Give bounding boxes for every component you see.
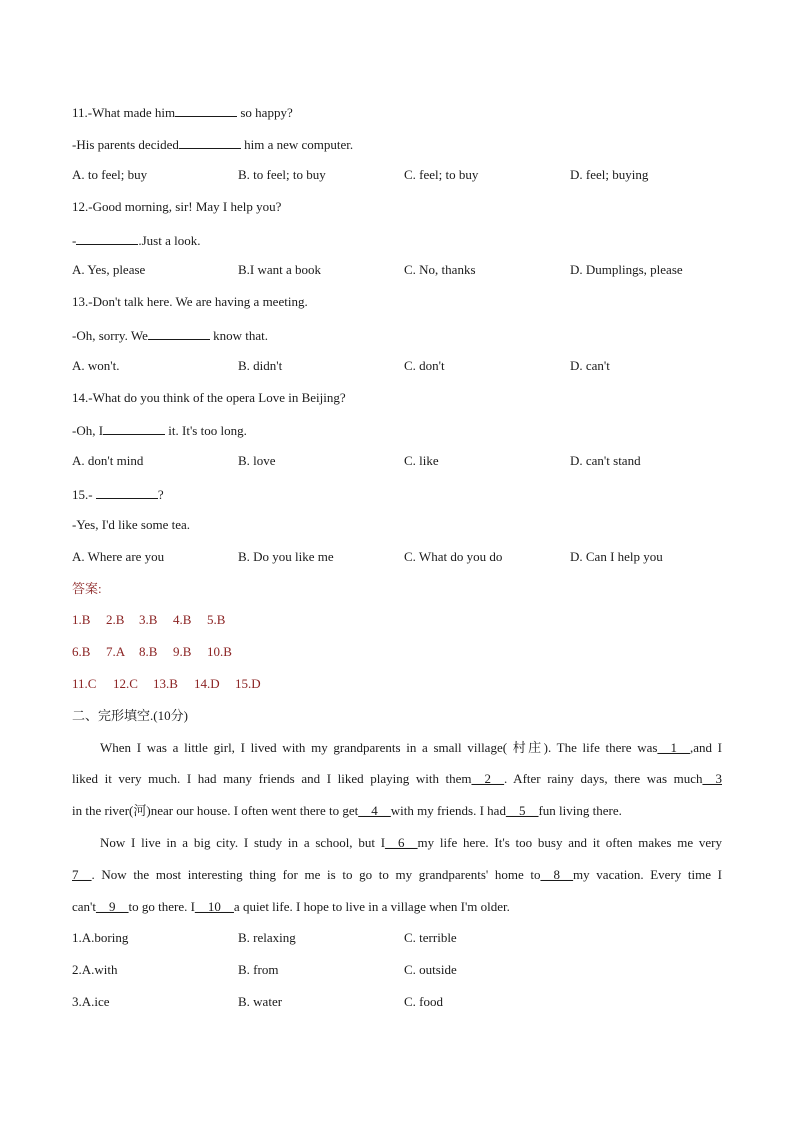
blank[interactable] xyxy=(175,103,237,117)
q15-text: 15.- xyxy=(72,487,96,502)
q14-reply: -Oh, I xyxy=(72,423,104,438)
q11-option-a[interactable]: A. to feel; buy xyxy=(72,167,148,182)
q13-reply: -Oh, sorry. We xyxy=(72,328,148,343)
answer-item: 1.B xyxy=(72,612,91,627)
blank-10[interactable]: __10__ xyxy=(194,899,234,914)
q11-option-d[interactable]: D. feel; buying xyxy=(570,167,649,182)
answer-item: 10.B xyxy=(207,644,232,659)
q13-option-c[interactable]: C. don't xyxy=(404,358,445,373)
text: my vacation. Every time I xyxy=(573,867,723,882)
q15-option-a[interactable]: A. Where are you xyxy=(72,549,165,564)
answer-item: 5.B xyxy=(207,612,226,627)
q13-option-b[interactable]: B. didn't xyxy=(238,358,283,373)
answers-label: 答案: xyxy=(72,581,102,596)
answer-item: 2.B xyxy=(106,612,125,627)
cloze-option[interactable]: 2.A.with xyxy=(72,962,118,977)
q12-reply-end: .Just a look. xyxy=(138,233,201,248)
q13-reply-end: know that. xyxy=(209,328,268,343)
cloze-option[interactable]: C. food xyxy=(404,994,443,1009)
cloze-option[interactable]: B. from xyxy=(238,962,279,977)
cloze-p1-line1 xyxy=(72,740,722,756)
blank[interactable] xyxy=(96,485,158,499)
cloze-p2-line1 xyxy=(72,835,722,851)
text: can't xyxy=(72,899,96,914)
q11-text-end: so happy? xyxy=(237,105,293,120)
blank[interactable] xyxy=(103,421,165,435)
q13-option-a[interactable]: A. won't. xyxy=(72,358,120,373)
answer-item: 6.B xyxy=(72,644,91,659)
text: . After rainy days, there was much xyxy=(504,771,703,786)
answer-item: 15.D xyxy=(235,676,261,691)
text: Now I live in a big city. I study in a school, but I xyxy=(100,835,386,850)
text: my life here. It's too busy and it often makes me very xyxy=(417,835,722,850)
blank-7[interactable]: 7__ xyxy=(72,867,92,882)
q12-option-b[interactable]: B.I want a book xyxy=(238,262,322,277)
blank-5[interactable]: __5__ xyxy=(505,803,539,818)
q11-line1 xyxy=(72,103,293,121)
q11-reply-end: him a new computer. xyxy=(240,137,354,152)
cloze-p1-line3 xyxy=(72,803,722,819)
q12-text: 12.-Good morning, sir! May I help you? xyxy=(72,199,282,214)
q15-reply: -Yes, I'd like some tea. xyxy=(72,517,191,532)
text: in the river(河)near our house. I often went there to get xyxy=(72,803,359,818)
cloze-p2-line3 xyxy=(72,899,722,915)
q14-reply-end: it. It's too long. xyxy=(165,423,247,438)
cloze-option[interactable]: B. relaxing xyxy=(238,930,296,945)
blank[interactable] xyxy=(179,135,241,149)
answer-item: 13.B xyxy=(153,676,178,691)
q13-text: 13.-Don't talk here. We are having a meeting. xyxy=(72,294,308,309)
q11-text: 11.-What made him xyxy=(72,105,176,120)
q15-text-end: ? xyxy=(157,487,164,502)
q15-option-b[interactable]: B. Do you like me xyxy=(238,549,334,564)
answer-item: 8.B xyxy=(139,644,158,659)
answer-item: 14.D xyxy=(194,676,220,691)
blank[interactable] xyxy=(76,231,138,245)
blank-2[interactable]: __2__ xyxy=(471,771,505,786)
cloze-option[interactable]: 3.A.ice xyxy=(72,994,110,1009)
q11-option-c[interactable]: C. feel; to buy xyxy=(404,167,479,182)
q14-option-b[interactable]: B. love xyxy=(238,453,276,468)
q14-line2 xyxy=(72,421,247,439)
text: a quiet life. I hope to live in a village when I'm older. xyxy=(233,899,510,914)
blank-1[interactable]: __1__ xyxy=(657,740,690,755)
q14-line1 xyxy=(72,390,346,406)
q11-line2 xyxy=(72,135,353,153)
cloze-option[interactable]: B. water xyxy=(238,994,283,1009)
q13-option-d[interactable]: D. can't xyxy=(570,358,610,373)
q12-option-a[interactable]: A. Yes, please xyxy=(72,262,146,277)
text: ,and I xyxy=(689,740,722,755)
q13-line1 xyxy=(72,294,308,310)
q14-option-a[interactable]: A. don't mind xyxy=(72,453,144,468)
q13-line2 xyxy=(72,326,268,344)
text: with my friends. I had xyxy=(390,803,506,818)
text: When I was a little girl, I lived with my grandparents in a small village( 村庄). The life there was xyxy=(100,740,658,755)
text: to go there. I xyxy=(128,899,195,914)
answer-item: 12.C xyxy=(113,676,138,691)
cloze-heading: 二、完形填空.(10分) xyxy=(72,708,188,723)
answer-item: 9.B xyxy=(173,644,192,659)
q11-reply: -His parents decided xyxy=(72,137,179,152)
q15-option-d[interactable]: D. Can I help you xyxy=(570,549,663,564)
blank-3[interactable]: __3 xyxy=(702,771,722,786)
blank-9[interactable]: __9__ xyxy=(96,899,129,914)
q14-option-d[interactable]: D. can't stand xyxy=(570,453,641,468)
cloze-option[interactable]: C. outside xyxy=(404,962,457,977)
answer-item: 4.B xyxy=(173,612,192,627)
cloze-option[interactable]: 1.A.boring xyxy=(72,930,129,945)
answer-item: 7.A xyxy=(106,644,126,659)
q14-option-c[interactable]: C. like xyxy=(404,453,439,468)
q12-reply: - xyxy=(72,233,77,248)
text: . Now the most interesting thing for me is to go to my grandparents' home to xyxy=(91,867,541,882)
q12-line2 xyxy=(72,231,200,249)
q12-option-d[interactable]: D. Dumplings, please xyxy=(570,262,683,277)
q11-option-b[interactable]: B. to feel; to buy xyxy=(238,167,326,182)
blank-6[interactable]: __6__ xyxy=(385,835,418,850)
q14-text: 14.-What do you think of the opera Love in Beijing? xyxy=(72,390,346,405)
text: fun living there. xyxy=(538,803,622,818)
q15-line2 xyxy=(72,517,190,533)
q12-option-c[interactable]: C. No, thanks xyxy=(404,262,476,277)
answer-item: 3.B xyxy=(139,612,158,627)
q12-line1 xyxy=(72,199,281,215)
cloze-option[interactable]: C. terrible xyxy=(404,930,457,945)
answer-item: 11.C xyxy=(72,676,97,691)
blank-4[interactable]: __4__ xyxy=(358,803,391,818)
cloze-p1-line2 xyxy=(72,771,722,787)
cloze-p2-line2 xyxy=(72,867,722,883)
text: liked it very much. I had many friends and I liked playing with them xyxy=(72,771,472,786)
blank-8[interactable]: __8__ xyxy=(540,867,574,882)
blank[interactable] xyxy=(148,326,210,340)
q15-line1 xyxy=(72,485,164,503)
q15-option-c[interactable]: C. What do you do xyxy=(404,549,503,564)
